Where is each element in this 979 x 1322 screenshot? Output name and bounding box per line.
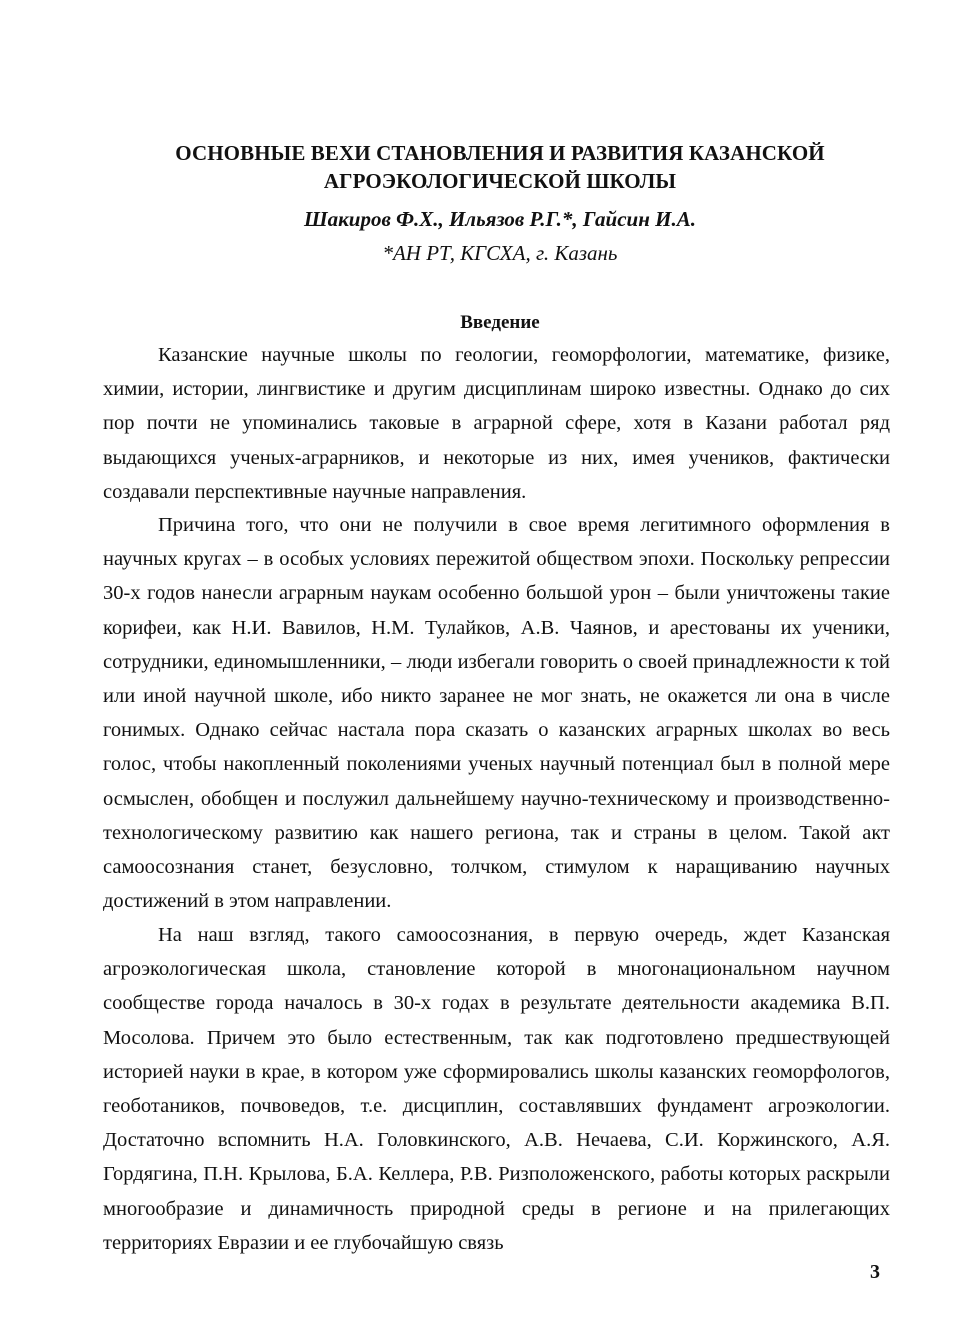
article-title-line-1: ОСНОВНЫЕ ВЕХИ СТАНОВЛЕНИЯ И РАЗВИТИЯ КАЗАНСКОЙ <box>175 141 825 165</box>
article-authors: Шакиров Ф.Х., Ильязов Р.Г.*, Гайсин И.А. <box>304 207 696 231</box>
article-title-line-2: АГРОЭКОЛОГИЧЕСКОЙ ШКОЛЫ <box>323 169 677 193</box>
section-heading-introduction: Введение <box>460 312 540 333</box>
page-number: 3 <box>870 1261 880 1283</box>
body-paragraph-3: На наш взгляд, такого самоосознания, в первую очередь, ждет Казанская агроэкологическая школа, становление которой в многонациональном научном сообществе города началось в 30-х годах в результате деятельности академика В.П. Мосолова. Причем это было естественным, так как подготовлено предшествующей историей науки в крае, в котором уже сформировались школы казанских геоморфологов, геоботаников, почвоведов, т.е. дисциплин, составлявших фундамент агроэкологии. Достаточно вспомнить Н.А. Головкинского, А.В. Нечаева, С.И. Коржинского, А.Я. Гордягина, П.Н. Крылова, Б.А. Келлера, Р.В. Ризположенского, работы которых раскрыли многообразие и динамичность природной среды в регионе и на прилегающих территориях Евразии и ее глубочайшую связь <box>103 924 890 1254</box>
body-paragraph-1: Казанские научные школы по геологии, геоморфологии, математике, физике, химии, истории, лингвистике и другим дисциплинам широко известны. Однако до сих пор почти не упоминались таковые в аграрной сфере, хотя в Казани работал ряд выдающихся ученых-аграрников, и некоторые из них, имея учеников, фактически создавали перспективные научные направления. <box>103 344 890 503</box>
article-affiliation: *АН РТ, КГСХА, г. Казань <box>382 241 618 265</box>
body-paragraph-2: Причина того, что они не получили в свое время легитимного оформления в научных кругах – в особых условиях пережитой обществом эпохи. Поскольку репрессии 30-х годов нанесли аграрным наукам особенно большой урон – были уничтожены такие корифеи, как Н.И. Вавилов, Н.М. Тулайков, А.В. Чаянов, и арестованы их ученики, сотрудники, единомышленники, – люди избегали говорить о своей принадлежности к той или иной научной школе, ибо никто заранее не мог знать, не окажется ли она в числе гонимых. Однако сейчас настала пора сказать о казанских аграрных школах во весь голос, чтобы накопленный поколениями ученых научный потенциал был в полной мере осмыслен, обобщен и послужил дальнейшему научно-техническому и производственно-технологическому развитию как нашего региона, так и страны в целом. Такой акт самоосознания станет, безусловно, толчком, стимулом к наращиванию научных достижений в этом направлении. <box>103 514 890 913</box>
article-title <box>100 139 900 195</box>
